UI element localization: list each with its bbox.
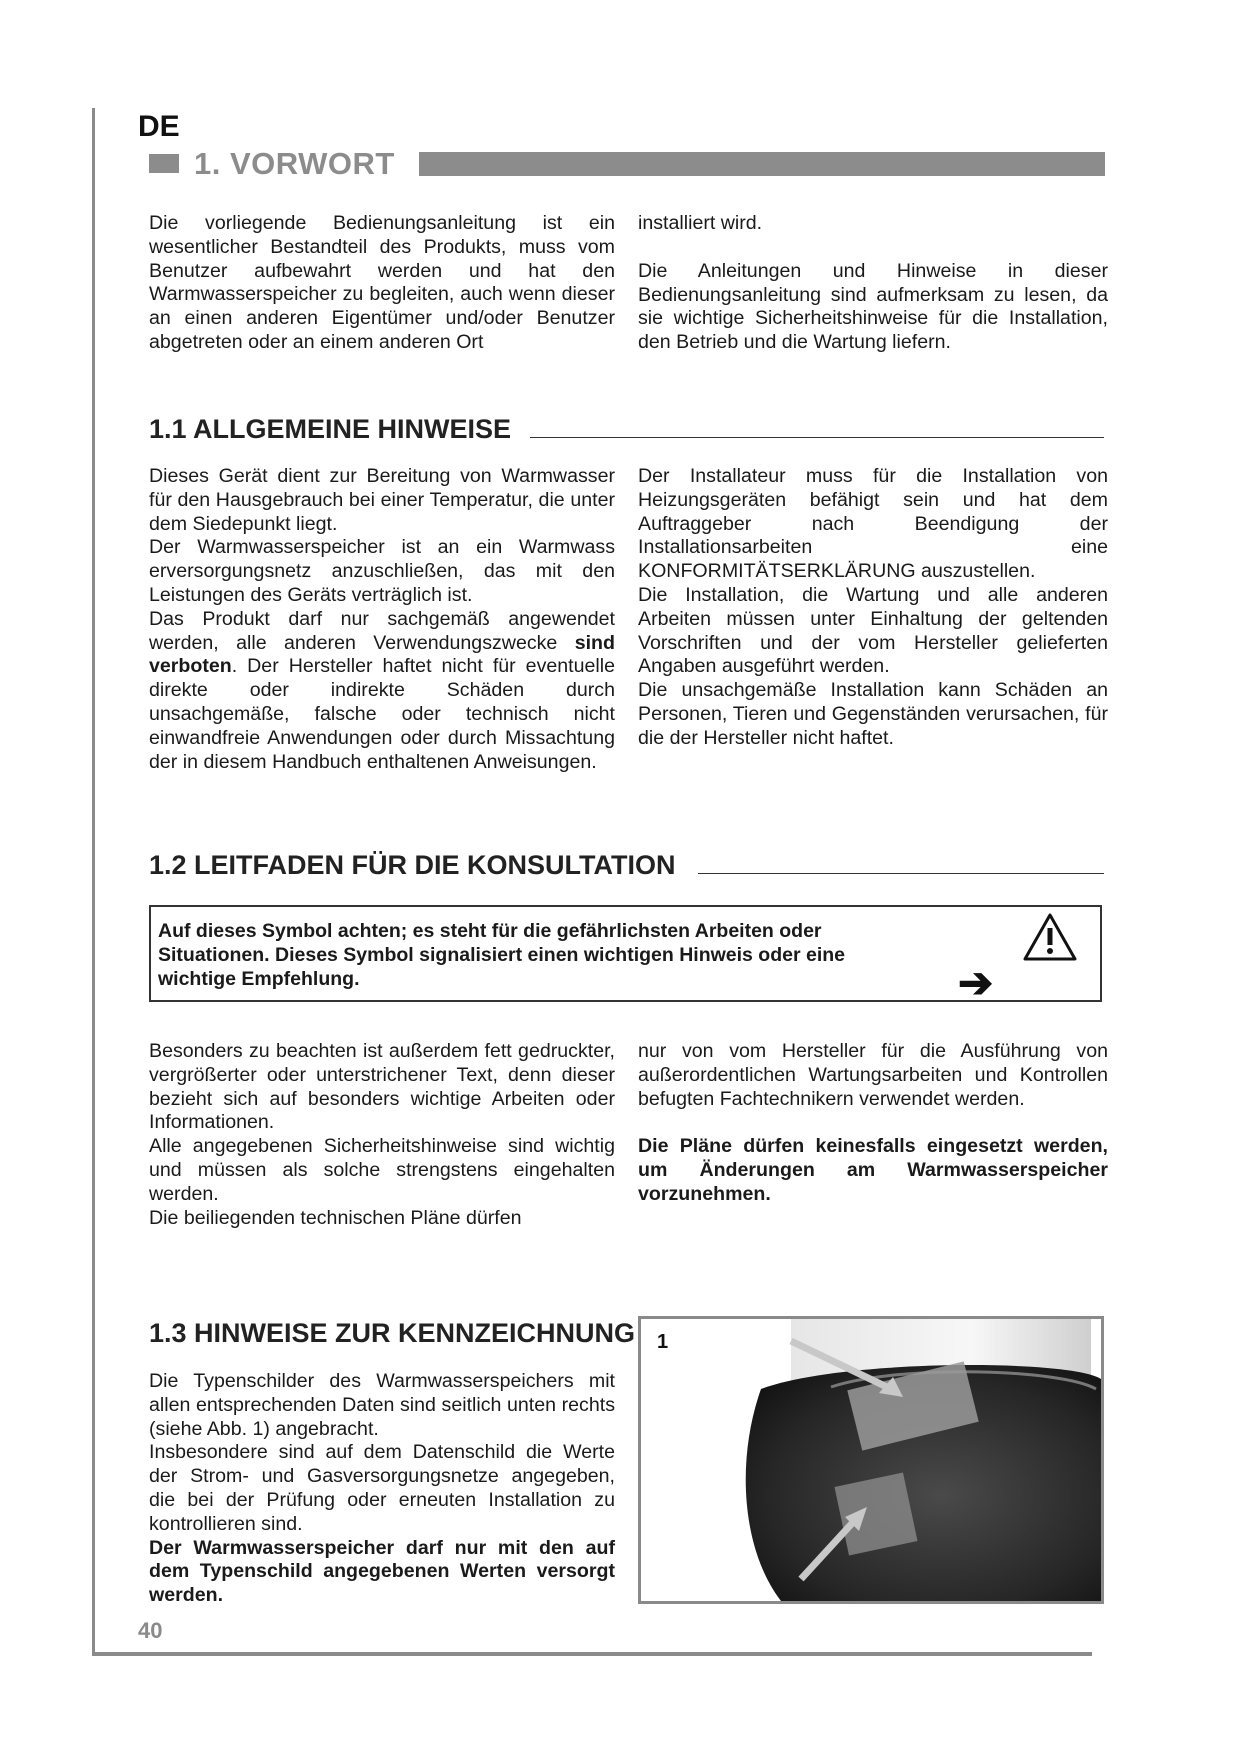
section-title-kennzeichnung: 1.3 HINWEISE ZUR KENNZEICHNUNG [149, 1318, 636, 1348]
text-span: Das Produkt darf nur sachgemäß angewendet werden, alle anderen Verwendungszwecke [149, 607, 615, 654]
language-label: DE [138, 110, 180, 143]
paragraph: installiert wird. [638, 212, 763, 234]
paragraph: Die beiliegenden technischen Pläne dürfen [149, 1206, 522, 1229]
kennzeichnung-column [149, 1370, 615, 1608]
paragraph: nur von vom Hersteller für die Ausführung von außerordentlichen Wartungsarbeiten und Kontrollen befugten Fachtechnikern verwendet werden. [638, 1040, 1108, 1110]
paragraph: Dieses Gerät dient zur Bereitung von Warmwasser für den Hausgebrauch bei einer Temperatur, die unter dem Siedepunkt liegt. [149, 465, 615, 535]
paragraph [149, 1537, 615, 1608]
warning-text: Auf dieses Symbol achten; es steht für die gefährlichsten Arbeiten oder Situationen. Dieses Symbol signalisiert einen wichtigen Hinweis oder eine wichtige Empfehlung. [158, 920, 846, 990]
leitfaden-right-column [638, 1040, 1108, 1207]
paragraph: Insbesondere sind auf dem Datenschild die Werte der Strom- und Gasversorgungsnetze angegeben, die bei der Prüfung oder erneuten Installation zu kontrollieren sind. [149, 1441, 615, 1535]
allgemeine-right-column [638, 465, 1108, 751]
paragraph: Der Installateur muss für die Installation von Heizungsgeräten befähigt sein und hat dem Auftraggeber nach Beendigung der Installationsarbeiten eine KONFORMITÄTSERKLÄRUNG auszustellen. [638, 465, 1108, 583]
page-number: 40 [138, 1618, 163, 1643]
footer-rule [92, 1652, 1092, 1656]
paragraph: Die Typenschilder des Warmwasserspeichers mit allen entsprechenden Daten sind seitlich unten rechts (siehe Abb. 1) angebracht. [149, 1370, 615, 1440]
paragraph: Die unsachgemäße Installation kann Schäden an Personen, Tieren und Gegenständen verursachen, für die der Hersteller nicht haftet. [638, 679, 1108, 749]
leitfaden-left-column [149, 1040, 615, 1230]
bold-text: Die Pläne dürfen keinesfalls eingesetzt werden, um Änderungen am Warmwasserspeicher vorzunehmen. [638, 1135, 1108, 1205]
paragraph: Die Installation, die Wartung und alle anderen Arbeiten müssen unter Einhaltung der geltenden Vorschriften und der vom Hersteller gelieferten Angaben ausgeführt werden. [638, 583, 1108, 678]
heading-underline [698, 873, 1104, 874]
text-span: . Der Hersteller haftet nicht für eventuelle direkte oder indirekte Schäden durch unsachgemäße, falsche oder technisch nicht einwandfreie Anwendungen oder durch Missachtung der in diesem Handbuch enthaltenen Anweisungen. [149, 655, 615, 773]
figure-water-heater [638, 1316, 1104, 1604]
paragraph: Die Anleitungen und Hinweise in dieser Bedienungsanleitung sind aufmerksam zu lesen, da sie wichtige Sicherheitshinweise für die Installation, den Betrieb und die Wartung liefern. [638, 259, 1108, 354]
section-title-allgemeine-hinweise: 1.1 ALLGEMEINE HINWEISE [149, 414, 512, 444]
warning-triangle-icon [1023, 912, 1077, 962]
bold-text: sind verboten [149, 631, 615, 678]
heading-bar [419, 152, 1105, 176]
paragraph: Die vorliegende Bedienungsanleitung ist ein wesentlicher Bestandteil des Produkts, muss vom Benutzer aufbewahrt werden und hat den Warmwasserspeicher zu begleiten, auch wenn dieser an einen anderen Eigentümer und/oder Benutzer abgetreten oder an einem anderen Ort [149, 212, 615, 353]
heading-marker [149, 154, 179, 173]
arrow-right-icon: ➔ [958, 959, 994, 1006]
water-heater-photo [641, 1319, 1101, 1601]
bold-text: Der Warmwasserspeicher darf nur mit den auf dem Typenschild angegebenen Werten versorgt werden. [149, 1536, 615, 1607]
figure-number: 1 [657, 1331, 669, 1353]
vorwort-left-column [149, 212, 615, 355]
heading-underline [530, 437, 1104, 438]
paragraph: Der Warmwasserspeicher ist an ein Warmwass erversorgungsnetz anzuschließen, das mit den Leistungen des Geräts verträglich ist. [149, 536, 615, 606]
left-margin-rule [92, 108, 95, 1656]
paragraph: Besonders zu beachten ist außerdem fett gedruckter, vergrößerter oder unterstrichener Text, denn dieser bezieht sich auf besonders wichtige Arbeiten oder Informationen. [149, 1040, 615, 1134]
paragraph [149, 608, 615, 775]
section-title-leitfaden: 1.2 LEITFADEN FÜR DIE KONSULTATION [149, 850, 676, 880]
section-title-vorwort: 1. VORWORT [194, 146, 395, 181]
paragraph: Alle angegebenen Sicherheitshinweise sind wichtig und müssen als solche strengstens eingehalten werden. [149, 1135, 615, 1205]
paragraph [638, 1135, 1108, 1206]
allgemeine-left-column [149, 465, 615, 774]
vorwort-right-column [638, 212, 1108, 355]
